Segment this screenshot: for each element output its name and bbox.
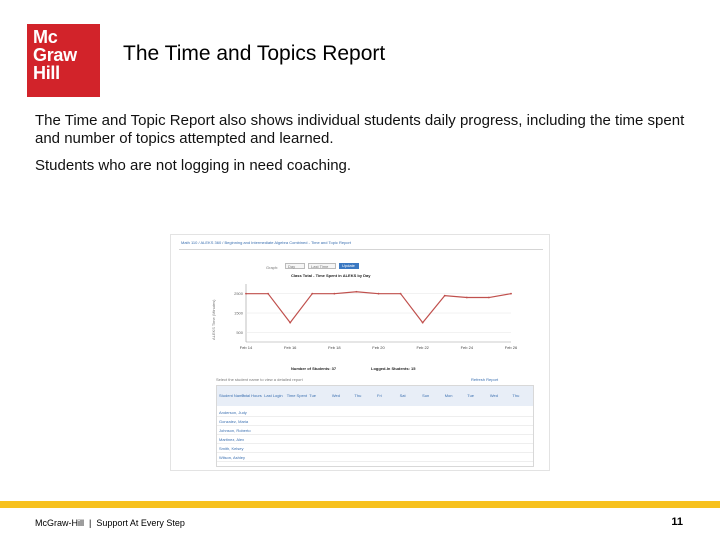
y-tick-label: 500 <box>236 329 243 335</box>
y-axis-label: ALEKS Time (Minutes) <box>211 299 216 340</box>
table-column-header[interactable]: Time Spent <box>286 393 308 398</box>
time-series-line <box>246 292 511 323</box>
student-name-link[interactable]: Anderson, Judy <box>219 410 247 415</box>
table-column-header[interactable]: Thu <box>512 393 520 398</box>
graph-filter-select-2[interactable] <box>308 263 336 269</box>
table-row[interactable] <box>217 426 533 435</box>
number-of-students: Number of Students: 37 <box>291 366 337 371</box>
student-name-link[interactable]: Smith, Kelsey <box>219 446 244 451</box>
footer-company: McGraw-Hill <box>35 518 84 528</box>
x-tick-label: Feb 24 <box>460 345 474 350</box>
table-column-header[interactable]: Sun <box>422 393 430 398</box>
mcgraw-hill-logo <box>27 24 100 97</box>
table-row[interactable] <box>217 408 533 417</box>
table-column-header[interactable]: Wed <box>331 393 340 398</box>
table-row[interactable] <box>217 444 533 453</box>
time-spent-line-chart <box>221 280 521 355</box>
table-row[interactable] <box>217 435 533 444</box>
x-tick-label: Feb 20 <box>372 345 385 350</box>
report-screenshot <box>170 234 550 471</box>
table-column-header[interactable]: Thu <box>354 393 362 398</box>
table-row[interactable] <box>217 453 533 462</box>
table-column-header[interactable]: Tue <box>467 393 475 398</box>
table-column-header[interactable]: Sat <box>399 393 406 398</box>
table-column-header[interactable]: Student Name <box>219 393 245 398</box>
chart-title: Class Total - Time Spent in ALEKS by Day <box>291 273 371 278</box>
logo-line-1: Mc <box>33 27 58 47</box>
footer-separator: | <box>89 518 92 528</box>
graph-filter-value-1: Day <box>288 264 296 269</box>
page-number: 11 <box>671 516 683 528</box>
body-paragraph-1: The Time and Topic Report also shows individual students daily progress, including the time spent and number of topics attempted and learned. <box>35 112 685 147</box>
y-tick-label: 1500 <box>234 310 243 316</box>
update-button[interactable] <box>339 263 359 269</box>
logged-in-students: Logged-In Students: 15 <box>371 366 416 371</box>
logo-line-3: Hill <box>33 63 60 83</box>
x-tick-label: Feb 14 <box>239 345 253 350</box>
logo-line-2: Graw <box>33 45 77 65</box>
graph-filter-select-1[interactable] <box>285 263 305 269</box>
graph-filter-label: Graph: <box>266 265 279 270</box>
report-breadcrumb[interactable]: Math 110 / ALEKS 360 / Beginning and Intermediate Algebra Combined - Time and Topic Report <box>181 240 351 245</box>
footer-text <box>35 518 185 528</box>
refresh-report-link[interactable]: Refresh Report <box>471 377 499 382</box>
table-column-header[interactable]: Total Hours <box>241 393 262 398</box>
student-name-link[interactable]: Johnson, Roberto <box>219 428 251 433</box>
student-name-link[interactable]: Wilson, Ashley <box>219 455 246 460</box>
table-column-header[interactable]: Wed <box>489 393 498 398</box>
slide-title: The Time and Topics Report <box>123 42 386 65</box>
student-table <box>216 385 534 467</box>
select-student-hint: Select the student name to view a detailed report <box>216 377 303 382</box>
x-tick-label: Feb 26 <box>504 345 518 350</box>
table-column-header[interactable]: Tue <box>309 393 317 398</box>
table-column-header[interactable]: Last Login <box>264 393 283 398</box>
body-paragraph-2: Students who are not logging in need coaching. <box>35 157 352 174</box>
update-button-label: Update <box>342 263 355 268</box>
x-tick-label: Feb 18 <box>328 345 341 350</box>
footer-accent-bar <box>0 501 720 508</box>
x-tick-label: Feb 22 <box>416 345 429 350</box>
graph-filter-value-2: Last Time <box>311 264 329 269</box>
table-column-header[interactable]: Fri <box>377 393 382 398</box>
student-name-link[interactable]: Gonzalez, Maria <box>219 419 249 424</box>
y-tick-label: 2500 <box>234 291 243 297</box>
table-row[interactable] <box>217 417 533 426</box>
x-tick-label: Feb 16 <box>283 345 297 350</box>
student-name-link[interactable]: Martinez, Alex <box>219 437 245 442</box>
student-table-header <box>217 386 533 406</box>
footer-tagline: Support At Every Step <box>96 518 185 528</box>
table-column-header[interactable]: Mon <box>444 393 453 398</box>
